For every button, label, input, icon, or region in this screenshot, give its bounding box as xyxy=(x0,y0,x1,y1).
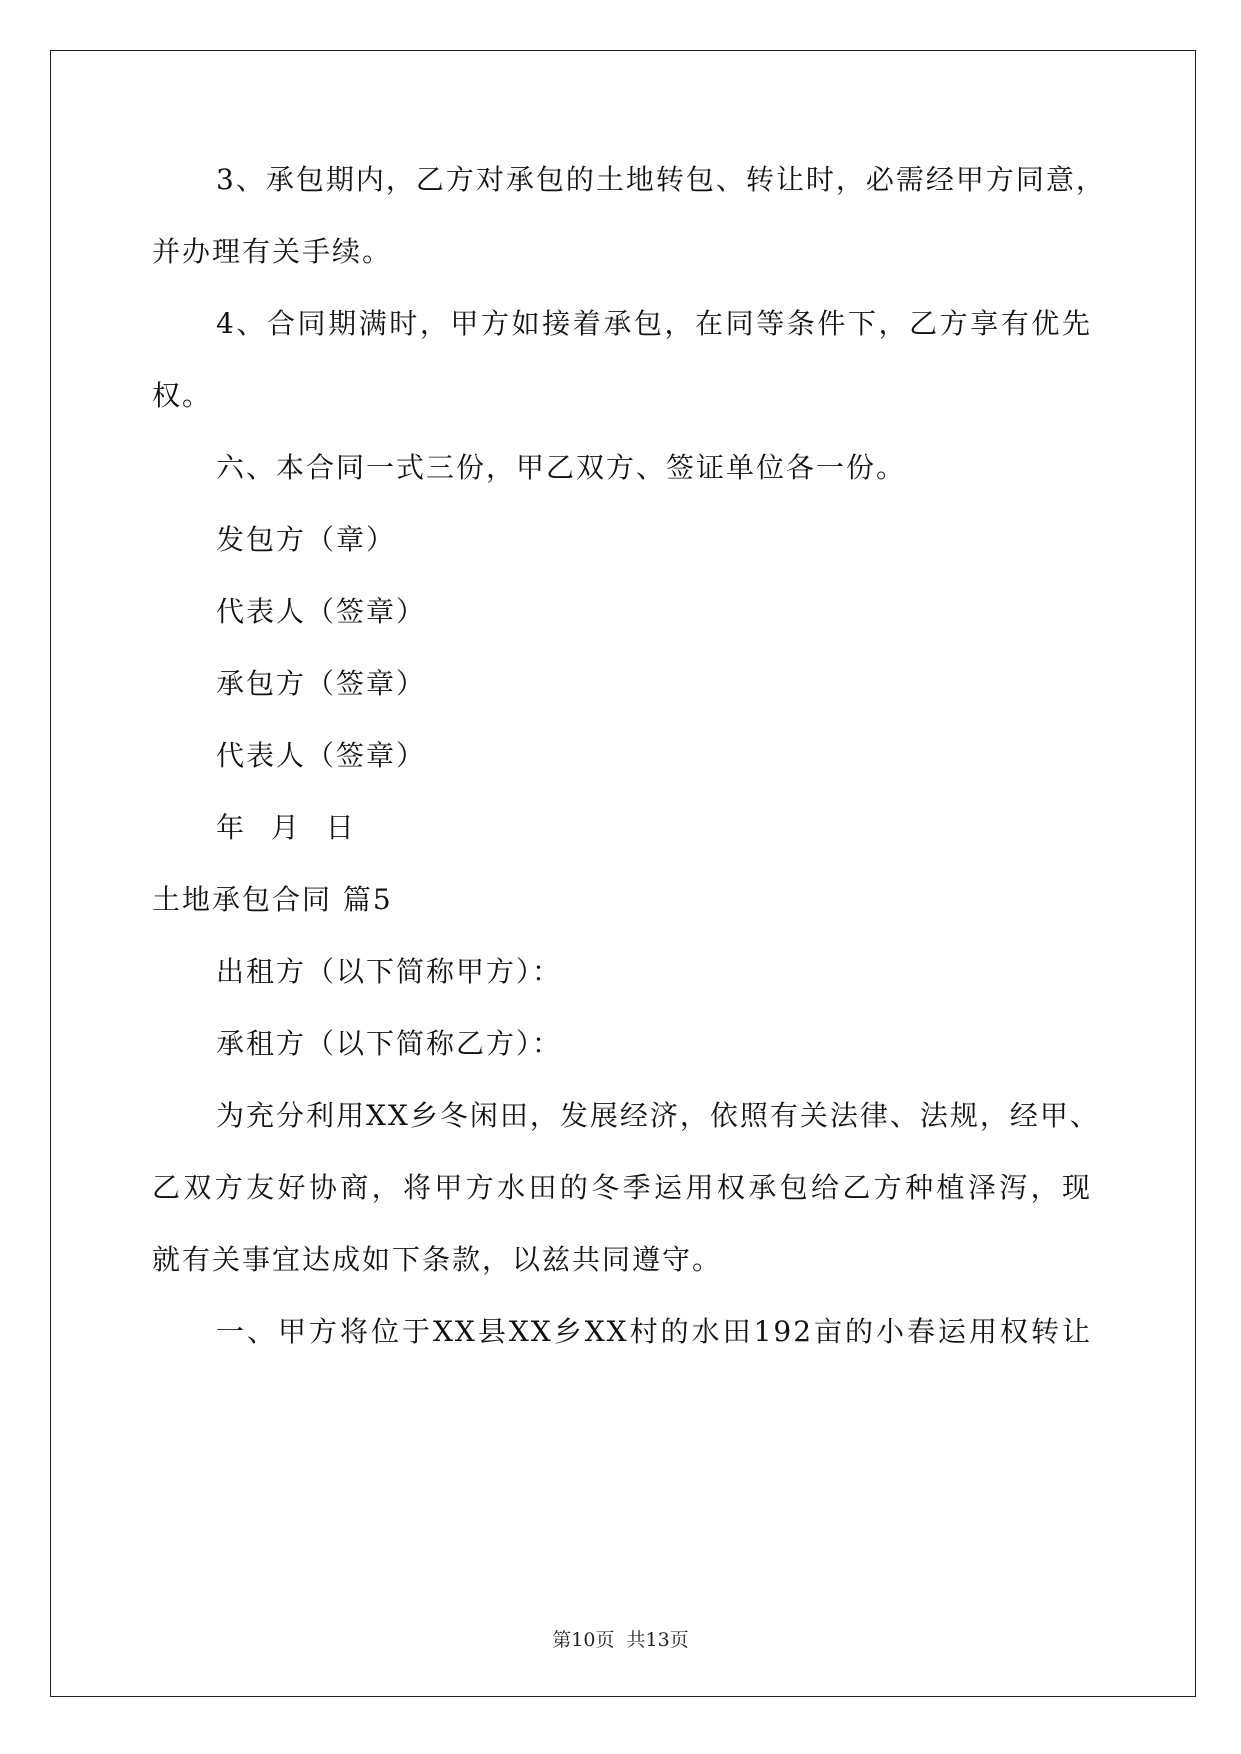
lessor-line: 出租方（以下简称甲方）： xyxy=(216,955,563,988)
signature-employer-representative: 代表人（签章） xyxy=(216,595,427,628)
paragraph-line-14: 为充分利用XX乡冬闲田，发展经济，依照有关法律、法规，经甲、 xyxy=(216,1099,1100,1132)
signature-contractor-representative: 代表人（签章） xyxy=(216,739,427,772)
page-number-footer: 第10页 共13页 xyxy=(552,1629,689,1651)
signature-employer-seal: 发包方（章） xyxy=(216,523,397,556)
paragraph-line-17: 一、甲方将位于XX县XX乡XX村的水田192亩的小春运用权转让 xyxy=(216,1315,1092,1348)
paragraph-line-4: 权。 xyxy=(152,379,213,412)
paragraph-line-5: 六、本合同一式三份，甲乙双方、签证单位各一份。 xyxy=(216,451,907,484)
paragraph-line-3: 4、合同期满时，甲方如接着承包，在同等条件下，乙方享有优先 xyxy=(216,307,1092,340)
paragraph-line-15: 乙双方友好协商，将甲方水田的冬季运用权承包给乙方种植泽泻，现 xyxy=(152,1171,1092,1204)
paragraph-line-1: 3、承包期内，乙方对承包的土地转包、转让时，必需经甲方同意， xyxy=(216,163,1106,196)
signature-contractor-seal: 承包方（签章） xyxy=(216,667,427,700)
page-border xyxy=(50,50,1196,1697)
paragraph-line-16: 就有关事宜达成如下条款，以兹共同遵守。 xyxy=(152,1243,723,1276)
lessee-line: 承租方（以下简称乙方）： xyxy=(216,1027,563,1060)
section-heading: 土地承包合同 篇5 xyxy=(152,883,393,916)
paragraph-line-2: 并办理有关手续。 xyxy=(152,235,393,268)
signature-date: 年 月 日 xyxy=(216,811,356,844)
